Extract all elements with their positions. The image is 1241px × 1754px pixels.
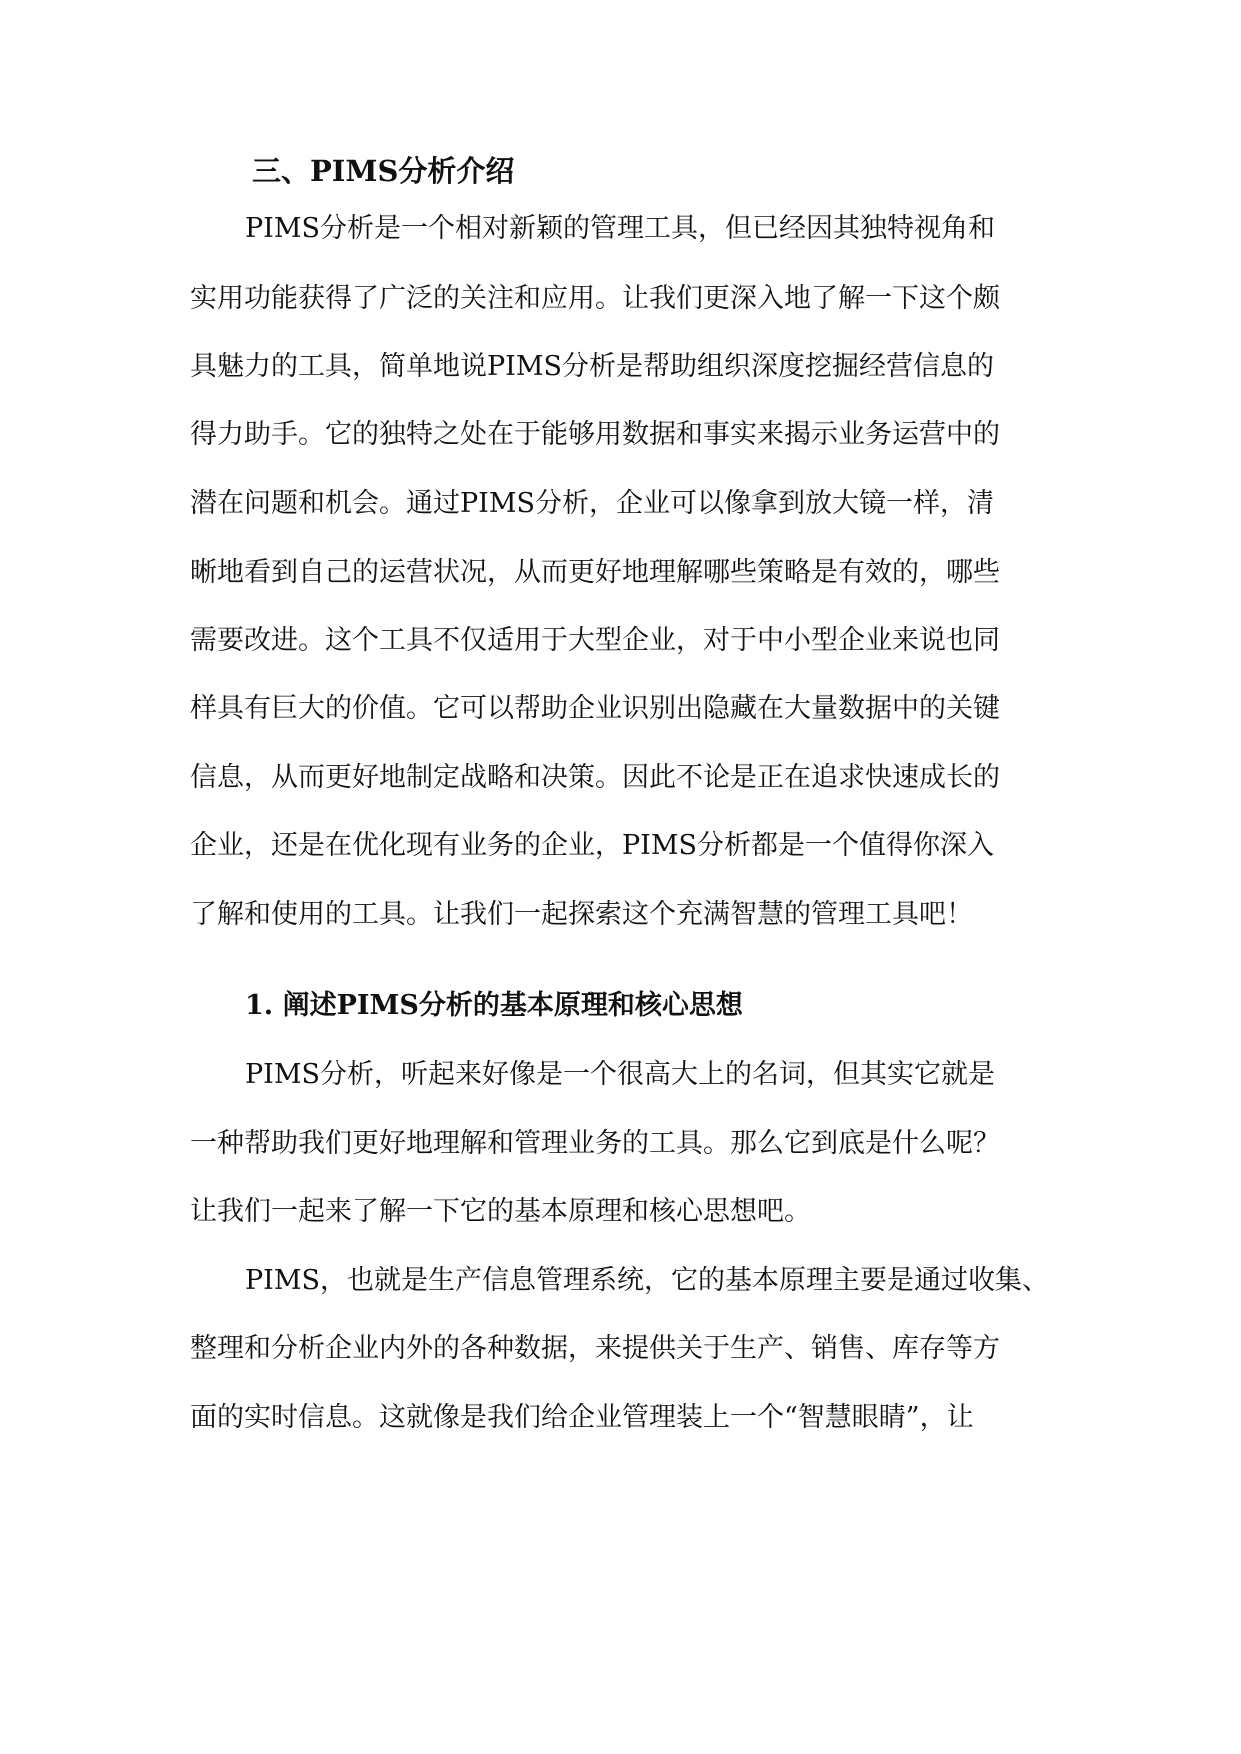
paragraph-line: 具魅力的工具，简单地说PIMS分析是帮助组织深度挖掘经营信息的 (190, 351, 994, 382)
paragraph-line: 需要改进。这个工具不仅适用于大型企业，对于中小型企业来说也同 (190, 625, 1000, 656)
section-heading: 三、PIMS分析介绍 (252, 154, 515, 188)
paragraph-line: 企业，还是在优化现有业务的企业，PIMS分析都是一个值得你深入 (190, 830, 994, 861)
paragraph-line: 整理和分析企业内外的各种数据，来提供关于生产、销售、库存等方 (190, 1333, 1000, 1364)
paragraph-line: 潜在问题和机会。通过PIMS分析，企业可以像拿到放大镜一样，清 (190, 488, 994, 519)
subheading: 1. 阐述PIMS分析的基本原理和核心思想 (245, 990, 743, 1021)
paragraph-line: 信息，从而更好地制定战略和决策。因此不论是正在追求快速成长的 (190, 762, 1000, 793)
paragraph-line: PIMS，也就是生产信息管理系统，它的基本原理主要是通过收集、 (245, 1265, 1049, 1296)
paragraph-line: 实用功能获得了广泛的关注和应用。让我们更深入地了解一下这个颇 (190, 283, 1000, 314)
paragraph-line: 一种帮助我们更好地理解和管理业务的工具。那么它到底是什么呢？ (190, 1128, 1000, 1159)
paragraph-line: PIMS分析，听起来好像是一个很高大上的名词，但其实它就是 (245, 1059, 995, 1090)
paragraph-line: PIMS分析是一个相对新颖的管理工具，但已经因其独特视角和 (245, 213, 995, 244)
paragraph-line: 面的实时信息。这就像是我们给企业管理装上一个“智慧眼睛”，让 (190, 1402, 974, 1433)
paragraph-line: 样具有巨大的价值。它可以帮助企业识别出隐藏在大量数据中的关键 (190, 693, 1000, 724)
paragraph-line: 晰地看到自己的运营状况，从而更好地理解哪些策略是有效的，哪些 (190, 557, 1000, 588)
paragraph-line: 得力助手。它的独特之处在于能够用数据和事实来揭示业务运营中的 (190, 419, 1000, 450)
paragraph-line: 让我们一起来了解一下它的基本原理和核心思想吧。 (190, 1196, 811, 1227)
paragraph-line: 了解和使用的工具。让我们一起探索这个充满智慧的管理工具吧！ (190, 899, 973, 930)
